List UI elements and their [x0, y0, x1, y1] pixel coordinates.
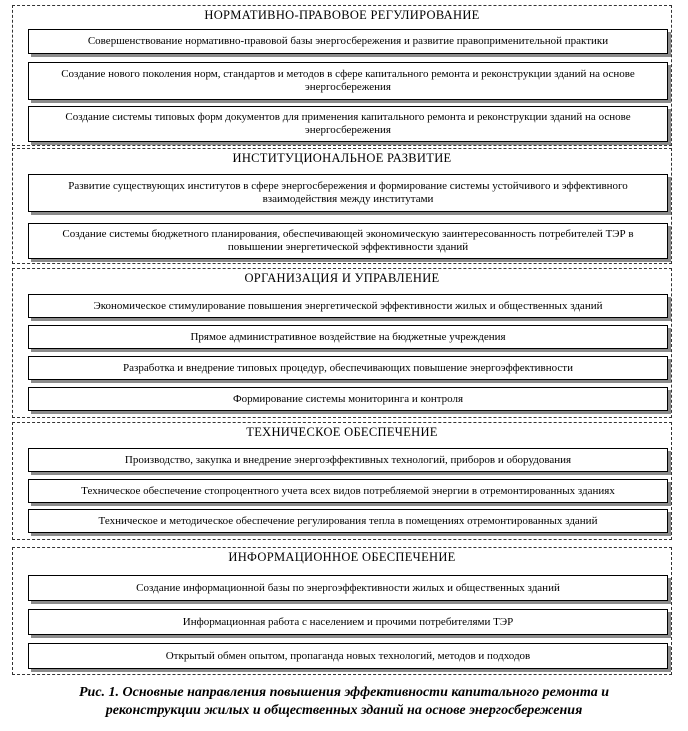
- section-title: ОРГАНИЗАЦИЯ И УПРАВЛЕНИЕ: [244, 271, 440, 285]
- section-institutional-development: [12, 148, 672, 264]
- item-box: Техническое и методическое обеспечение регулирования тепла в помещениях отремонтированных зданий: [28, 509, 668, 533]
- section-title: ИНСТИТУЦИОНАЛЬНОЕ РАЗВИТИЕ: [232, 151, 452, 165]
- item-box: Прямое административное воздействие на бюджетные учреждения: [28, 325, 668, 349]
- caption-line-2: реконструкции жилых и общественных зданий на основе энергосбережения: [105, 703, 583, 718]
- item-box: Создание системы бюджетного планирования, обеспечивающей экономическую заинтересованность потребителей ТЭР в повышении энергетической эффективности зданий: [28, 223, 668, 259]
- section-information-support: [12, 547, 672, 675]
- item-box: Производство, закупка и внедрение энергоэффективных технологий, приборов и оборудования: [28, 448, 668, 472]
- item-box: Экономическое стимулирование повышения энергетической эффективности жилых и общественных зданий: [28, 294, 668, 318]
- section-organization-management: [12, 268, 672, 418]
- section-title: ТЕХНИЧЕСКОЕ ОБЕСПЕЧЕНИЕ: [246, 425, 438, 439]
- section-technical-support: [12, 422, 672, 540]
- item-box: Разработка и внедрение типовых процедур, обеспечивающих повышение энергоэффективности: [28, 356, 668, 380]
- section-title: ИНФОРМАЦИОННОЕ ОБЕСПЕЧЕНИЕ: [228, 550, 456, 564]
- item-box: Формирование системы мониторинга и контроля: [28, 387, 668, 411]
- figure-caption: [0, 684, 688, 720]
- item-box: Совершенствование нормативно-правовой базы энергосбережения и развитие правоприменительной практики: [28, 29, 668, 54]
- item-box: Техническое обеспечение стопроцентного учета всех видов потребляемой энергии в отремонтированных зданиях: [28, 479, 668, 503]
- section-title: НОРМАТИВНО-ПРАВОВОЕ РЕГУЛИРОВАНИЕ: [204, 8, 480, 22]
- item-box: Создание системы типовых форм документов для применения капитального ремонта и реконструкции зданий на основе энергосбережения: [28, 106, 668, 142]
- item-box: Развитие существующих институтов в сфере энергосбережения и формирование системы устойчивого и эффективного взаимодействия между институтами: [28, 174, 668, 212]
- caption-line-1: Рис. 1. Основные направления повышения эффективности капитального ремонта и: [78, 685, 609, 700]
- item-box: Создание информационной базы по энергоэффективности жилых и общественных зданий: [28, 575, 668, 601]
- item-box: Информационная работа с населением и прочими потребителями ТЭР: [28, 609, 668, 635]
- section-normative-regulation: [12, 5, 672, 146]
- item-box: Открытый обмен опытом, пропаганда новых технологий, методов и подходов: [28, 643, 668, 669]
- item-box: Создание нового поколения норм, стандартов и методов в сфере капитального ремонта и реконструкции зданий на основе энергосбережения: [28, 62, 668, 100]
